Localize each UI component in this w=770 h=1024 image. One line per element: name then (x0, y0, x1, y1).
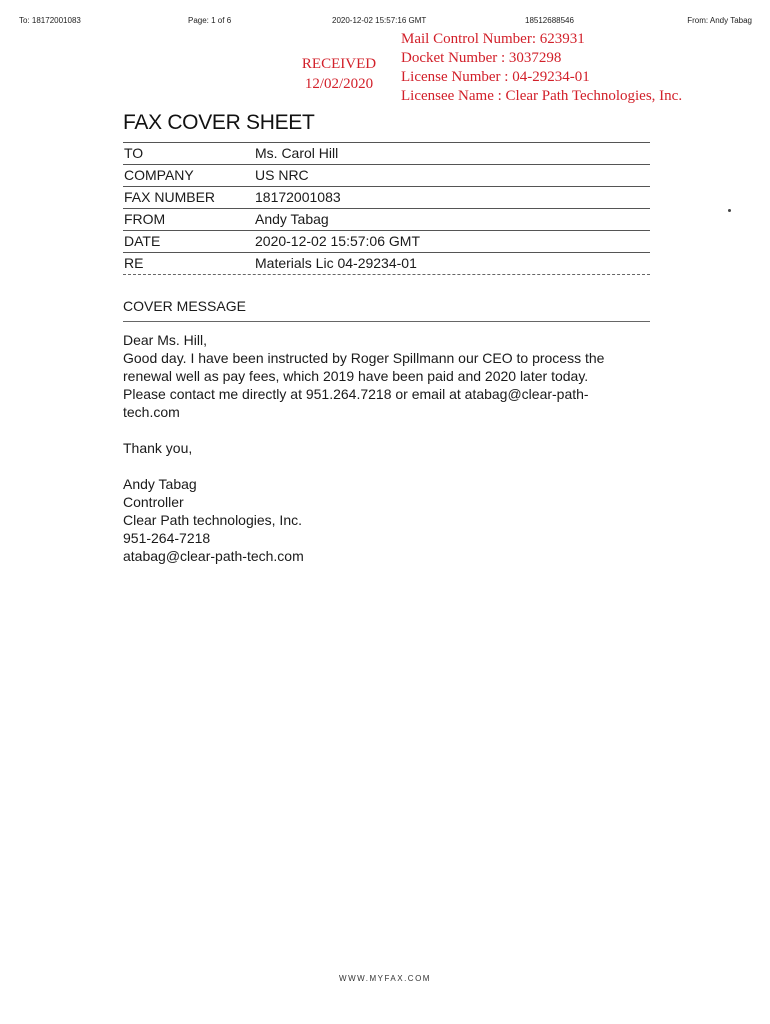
greeting: Dear Ms. Hill, (123, 332, 208, 348)
field-value: 18172001083 (255, 189, 341, 205)
fax-service-footer: WWW.MYFAX.COM (339, 974, 431, 983)
fax-header-sender-number: 18512688546 (525, 16, 574, 25)
field-row-fax-number (123, 186, 650, 208)
cover-message-heading: COVER MESSAGE (123, 298, 246, 314)
signature-name: Andy Tabag (123, 476, 197, 492)
signature-company: Clear Path technologies, Inc. (123, 512, 302, 528)
field-value: 2020-12-02 15:57:06 GMT (255, 233, 420, 249)
fax-header-page: Page: 1 of 6 (188, 16, 232, 25)
field-value: Ms. Carol Hill (255, 145, 339, 161)
message-line: renewal well as pay fees, which 2019 have been paid and 2020 later today. (123, 368, 589, 384)
received-date: 12/02/2020 (304, 76, 374, 92)
signature-title: Controller (123, 494, 184, 510)
signature-email: atabag@clear-path-tech.com (123, 548, 304, 564)
field-label: FAX NUMBER (124, 189, 216, 205)
field-label: TO (124, 145, 144, 161)
license-number: License Number : 04-29234-01 (401, 69, 590, 85)
fax-header-to: To: 18172001083 (19, 16, 81, 25)
signature-phone: 951-264-7218 (123, 530, 211, 546)
field-row-date (123, 230, 650, 252)
nrc-info-stamp (401, 30, 682, 106)
fax-fields-table (123, 142, 650, 275)
mail-control-number: Mail Control Number: 623931 (401, 31, 585, 47)
field-row-re (123, 252, 650, 275)
received-stamp (293, 54, 385, 94)
field-value: Andy Tabag (255, 211, 329, 227)
field-row-to (123, 142, 650, 164)
fax-header-timestamp: 2020-12-02 15:57:16 GMT (332, 16, 427, 25)
scan-speck (728, 209, 731, 212)
field-value: Materials Lic 04-29234-01 (255, 255, 417, 271)
message-line: tech.com (123, 404, 180, 420)
fax-header-from: From: Andy Tabag (687, 16, 752, 25)
cover-message-body (123, 331, 653, 565)
fax-transmission-header (0, 16, 770, 30)
message-line: Good day. I have been instructed by Roger Spillmann our CEO to process the (123, 350, 605, 366)
field-label: RE (124, 255, 144, 271)
field-row-from (123, 208, 650, 230)
cover-message-divider (123, 321, 650, 322)
field-label: DATE (124, 233, 161, 249)
docket-number: Docket Number : 3037298 (401, 50, 562, 66)
licensee-name: Licensee Name : Clear Path Technologies, Inc. (401, 88, 683, 104)
message-line: Please contact me directly at 951.264.7218 or email at atabag@clear-path- (123, 386, 589, 402)
closing: Thank you, (123, 440, 193, 456)
field-value: US NRC (255, 167, 309, 183)
page-title: FAX COVER SHEET (123, 111, 315, 134)
field-row-company (123, 164, 650, 186)
field-label: FROM (124, 211, 166, 227)
field-label: COMPANY (124, 167, 194, 183)
received-label: RECEIVED (301, 56, 377, 72)
